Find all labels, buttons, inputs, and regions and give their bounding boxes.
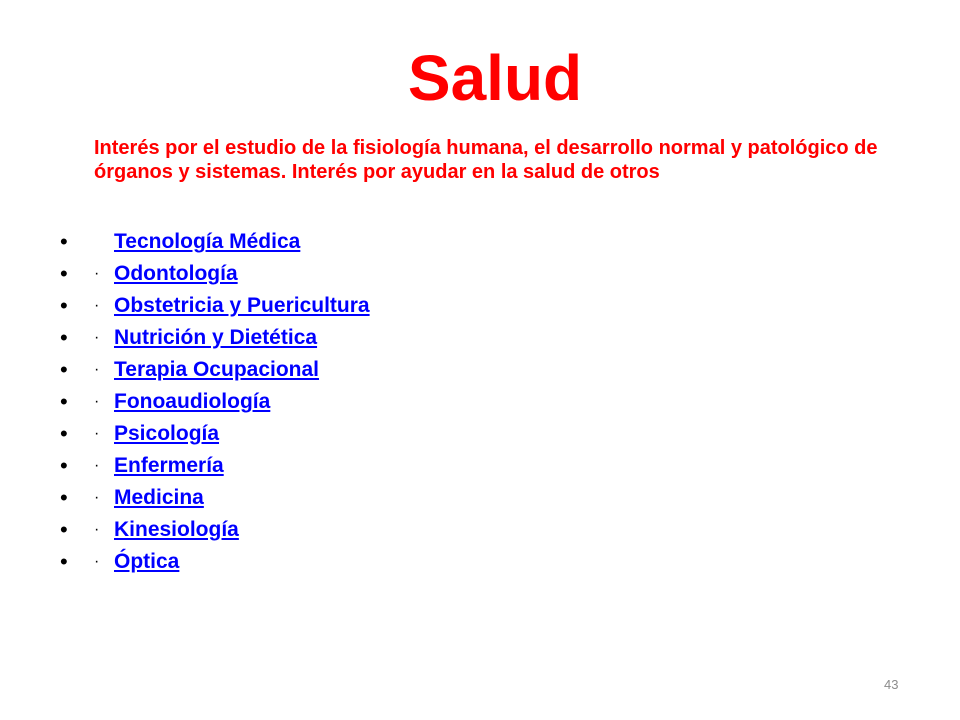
middle-dot: ·	[94, 265, 100, 282]
bullet-icon: •	[60, 549, 68, 574]
middle-dot: ·	[94, 521, 100, 538]
slide-subtitle: Interés por el estudio de la fisiología humana, el desarrollo normal y patológico de órganos y sistemas. Interés por ayudar en la salud de otros	[94, 137, 878, 183]
bullet-icon: •	[60, 325, 68, 350]
bullet-icon: •	[60, 485, 68, 510]
link-nutricion-dietetica[interactable]: Nutrición y Dietética	[114, 326, 318, 349]
list-item	[60, 482, 370, 514]
list-item	[60, 258, 370, 290]
middle-dot: ·	[94, 393, 100, 410]
bullet-icon: •	[60, 229, 68, 254]
list-item	[60, 450, 370, 482]
list-item	[60, 226, 370, 258]
list-item	[60, 290, 370, 322]
middle-dot: ·	[94, 297, 100, 314]
bullet-icon: •	[60, 293, 68, 318]
middle-dot: ·	[94, 553, 100, 570]
list-item	[60, 418, 370, 450]
slide-title: Salud	[407, 42, 583, 114]
middle-dot: ·	[94, 425, 100, 442]
bullet-icon: •	[60, 421, 68, 446]
list-item	[60, 322, 370, 354]
list-item	[60, 386, 370, 418]
link-enfermeria[interactable]: Enfermería	[114, 454, 224, 477]
link-medicina[interactable]: Medicina	[114, 486, 204, 509]
link-psicologia[interactable]: Psicología	[114, 422, 220, 445]
list-item	[60, 354, 370, 386]
link-terapia-ocupacional[interactable]: Terapia Ocupacional	[114, 358, 320, 381]
bullet-icon: •	[60, 389, 68, 414]
bullet-icon: •	[60, 517, 68, 542]
link-tecnologia-medica[interactable]: Tecnología Médica	[114, 230, 301, 253]
bullet-icon: •	[60, 357, 68, 382]
bullet-icon: •	[60, 261, 68, 286]
bullet-icon: •	[60, 453, 68, 478]
link-kinesiologia[interactable]: Kinesiología	[114, 518, 239, 541]
link-obstetricia-puericultura[interactable]: Obstetricia y Puericultura	[114, 294, 370, 317]
link-odontologia[interactable]: Odontología	[114, 262, 238, 285]
middle-dot: ·	[94, 329, 100, 346]
career-list	[60, 226, 370, 578]
middle-dot: ·	[94, 457, 100, 474]
link-fonoaudiologia[interactable]: Fonoaudiología	[114, 390, 271, 413]
list-item	[60, 514, 370, 546]
list-item	[60, 546, 370, 578]
page-number: 43	[884, 677, 899, 692]
middle-dot: ·	[94, 489, 100, 506]
link-optica[interactable]: Óptica	[114, 550, 180, 573]
middle-dot: ·	[94, 361, 100, 378]
